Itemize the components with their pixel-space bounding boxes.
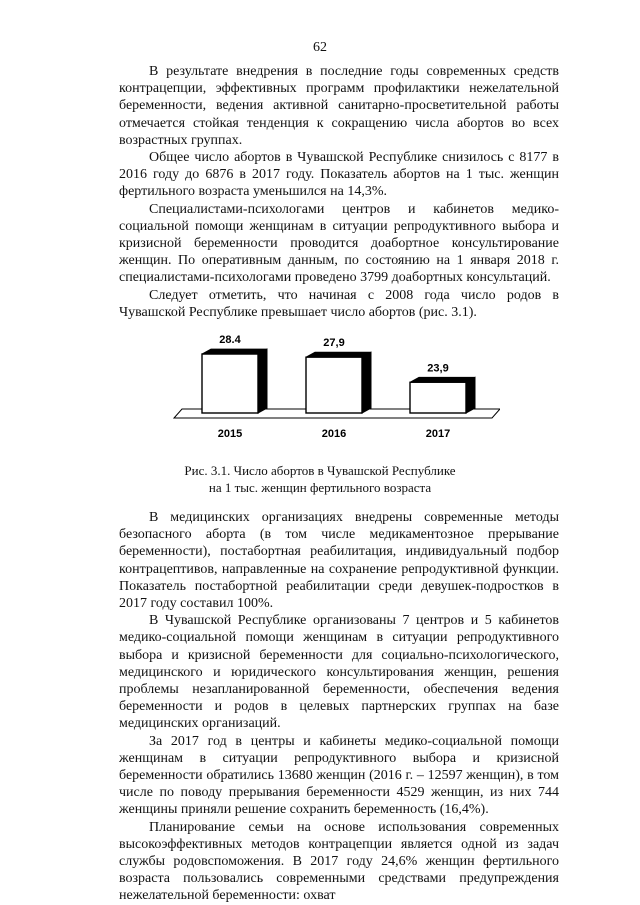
page-number: 62 <box>313 40 327 55</box>
abortion-rate-chart <box>170 316 500 446</box>
paragraph: В медицинских организациях внедрены современные методы безопасного аборта (в том числе медикаментозное прерывание беременности), постабортная реабилитация, индивидуальный подбор контрацептивов, направленные на сохранение репродуктивной функции. Показатель постабортной реабилитации среди девушек-подростков в 2017 году составил 100%. <box>119 510 559 612</box>
bar-side-2017 <box>466 377 475 413</box>
bar-2017 <box>410 382 466 413</box>
category-label-2016: 2016 <box>321 428 347 440</box>
paragraph: В результате внедрения в последние годы современных средств контрацепции, эффективных программ профилактики нежелательной беременности, ведения активной санитарно-просветительной работы отмечается стойкая тенденция к сокращению числа абортов во всех возрастных группах. <box>119 64 559 148</box>
chart-canvas <box>170 316 500 446</box>
bar-top-2016 <box>306 352 371 357</box>
paragraph: Следует отметить, что начиная с 2008 года число родов в Чувашской Республике превышает число абортов (рис. 3.1). <box>119 287 559 320</box>
text-block-bottom <box>119 509 559 905</box>
bar-top-2017 <box>410 377 475 382</box>
bar-2016 <box>306 357 362 413</box>
caption-line-1: Рис. 3.1. Число абортов в Чувашской Республике <box>184 463 456 478</box>
data-label-2016: 27,9 <box>323 337 345 350</box>
bar-side-2015 <box>258 349 267 413</box>
bar-side-2016 <box>362 352 371 413</box>
data-label-2015: 28.4 <box>219 334 241 347</box>
paragraph: В Чувашской Республике организованы 7 центров и 5 кабинетов медико-социальной помощи женщинам в ситуации репродуктивного выбора и кризисной беременности для социально-психологического, медицинского и юридического консультирования женщин, решения проблемы незапланированной беременности, обеспечения ведения беременности и родов в целевых партнерских группах на базе медицинских организаций. <box>119 613 559 732</box>
figure-caption <box>0 462 640 496</box>
paragraph: За 2017 год в центры и кабинеты медико-социальной помощи женщинам в ситуации репродуктивного выбора и кризисной беременности обратились 13680 женщин (2016 г. – 12597 женщин), в том числе по поводу прерывания беременности 4529 женщин, из них 744 женщины приняли решение сохранить беременность (16,4%). <box>119 733 559 818</box>
category-label-2017: 2017 <box>425 428 451 440</box>
paragraph: Планирование семьи на основе использования современных высокоэффективных методов контрацепции является одной из задач службы родовспоможения. В 2017 году 24,6% женщин фертильного возраста пользовались современными средствами предупреждения нежелательной беременности: охват <box>119 819 559 904</box>
bar-2015 <box>202 354 258 413</box>
bar-top-2015 <box>202 349 267 354</box>
category-label-2015: 2015 <box>217 428 243 440</box>
caption-line-2: на 1 тыс. женщин фертильного возраста <box>208 480 432 495</box>
paragraph: Общее число абортов в Чувашской Республике снизилось с 8177 в 2016 году до 6876 в 2017 году. Показатель абортов на 1 тыс. женщин фертильного возраста уменьшился на 14,3%. <box>119 150 559 200</box>
paragraph: Специалистами-психологами центров и кабинетов медико-социальной помощи женщинам в ситуации репродуктивного выбора и кризисной беременности проводится доабортное консультирование женщин. По оперативным данным, по состоянию на 1 января 2018 г. специалистами-психологами проведено 3799 доабортных консультаций. <box>119 201 559 286</box>
data-label-2017: 23,9 <box>427 362 449 375</box>
text-block-top <box>119 63 559 321</box>
